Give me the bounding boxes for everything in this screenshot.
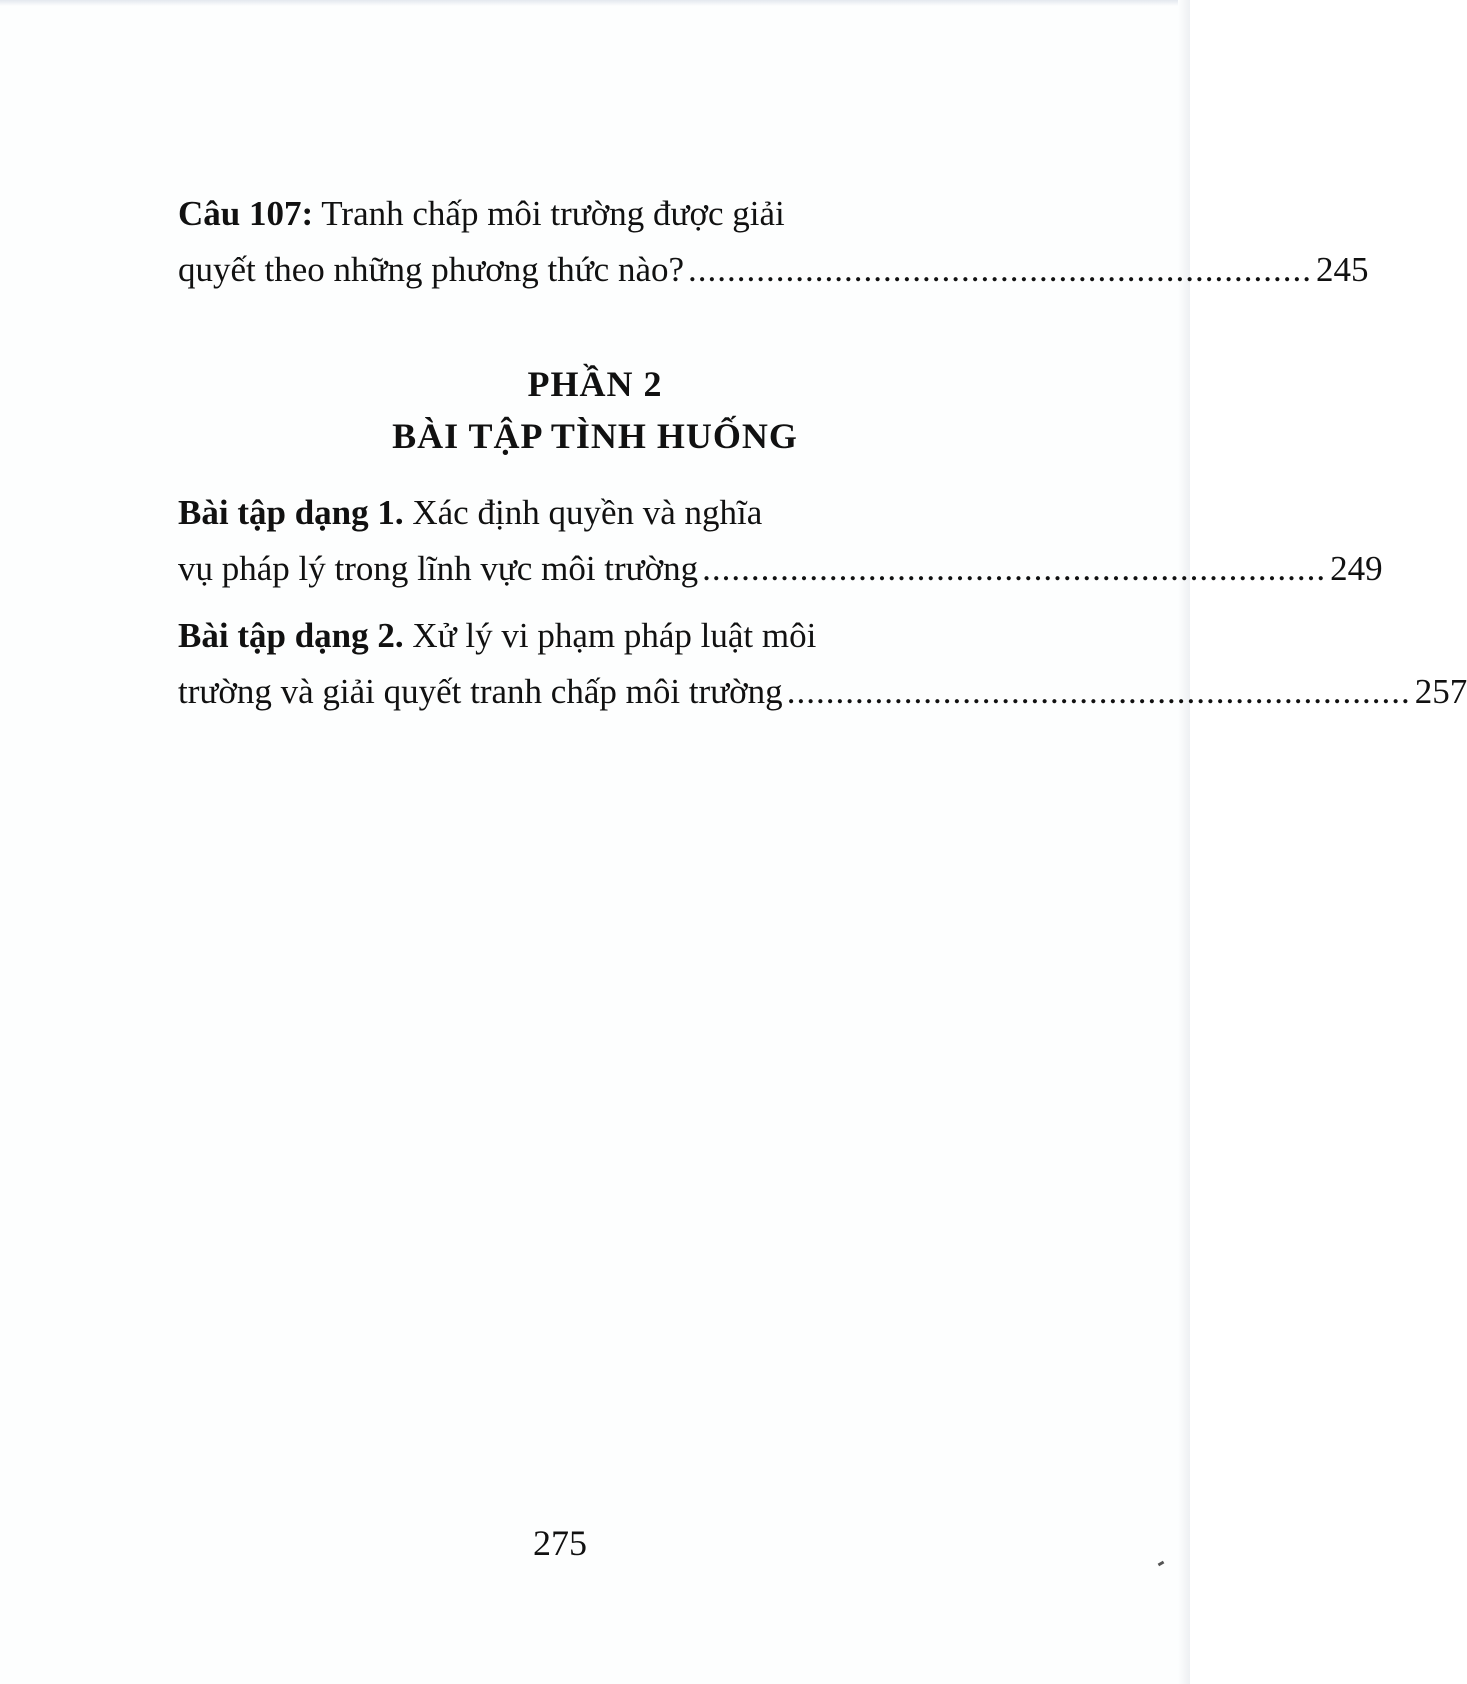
scan-speck — [1158, 1561, 1165, 1567]
toc-entry-line-2 — [178, 242, 1369, 298]
toc-page-number: 245 — [1316, 250, 1369, 289]
toc-leader-dots: ................................................................ — [702, 549, 1327, 588]
page-number: 275 — [533, 1523, 587, 1563]
toc-entry-label: Bài tập dạng 1. — [178, 493, 404, 532]
toc-entry-line-2 — [178, 664, 1467, 720]
toc-entry-text: Xử lý vi phạm pháp luật môi — [412, 616, 817, 655]
toc-leader-dots: ................................................................ — [688, 250, 1313, 289]
part-title-heading: BÀI TẬP TÌNH HUỐNG — [392, 416, 798, 456]
toc-leader-dots: ................................................................ — [786, 672, 1411, 711]
toc-entry-text: Tranh chấp môi trường được giải — [321, 194, 785, 233]
toc-entry-line-1 — [178, 485, 1010, 541]
toc-entry-label: Câu 107: — [178, 194, 314, 233]
toc-entry-text-continued: quyết theo những phương thức nào? — [178, 250, 685, 289]
toc-entry-text-continued: trường và giải quyết tranh chấp môi trường — [178, 672, 783, 711]
toc-entry-exercise-2[interactable] — [178, 608, 1467, 720]
toc-entry-text: Xác định quyền và nghĩa — [412, 493, 763, 532]
toc-entry-line-1 — [178, 608, 1010, 664]
toc-page-number: 257 — [1414, 672, 1467, 711]
part-number-heading: PHẦN 2 — [527, 364, 663, 404]
toc-entry-line-1 — [178, 186, 1010, 242]
top-shadow — [0, 0, 1190, 6]
toc-entry-cau-107[interactable] — [178, 186, 1369, 298]
toc-entry-exercise-1[interactable] — [178, 485, 1383, 597]
toc-entry-text-continued: vụ pháp lý trong lĩnh vực môi trường — [178, 549, 699, 588]
toc-entry-line-2 — [178, 541, 1383, 597]
toc-entry-label: Bài tập dạng 2. — [178, 616, 404, 655]
toc-page-number: 249 — [1330, 549, 1383, 588]
